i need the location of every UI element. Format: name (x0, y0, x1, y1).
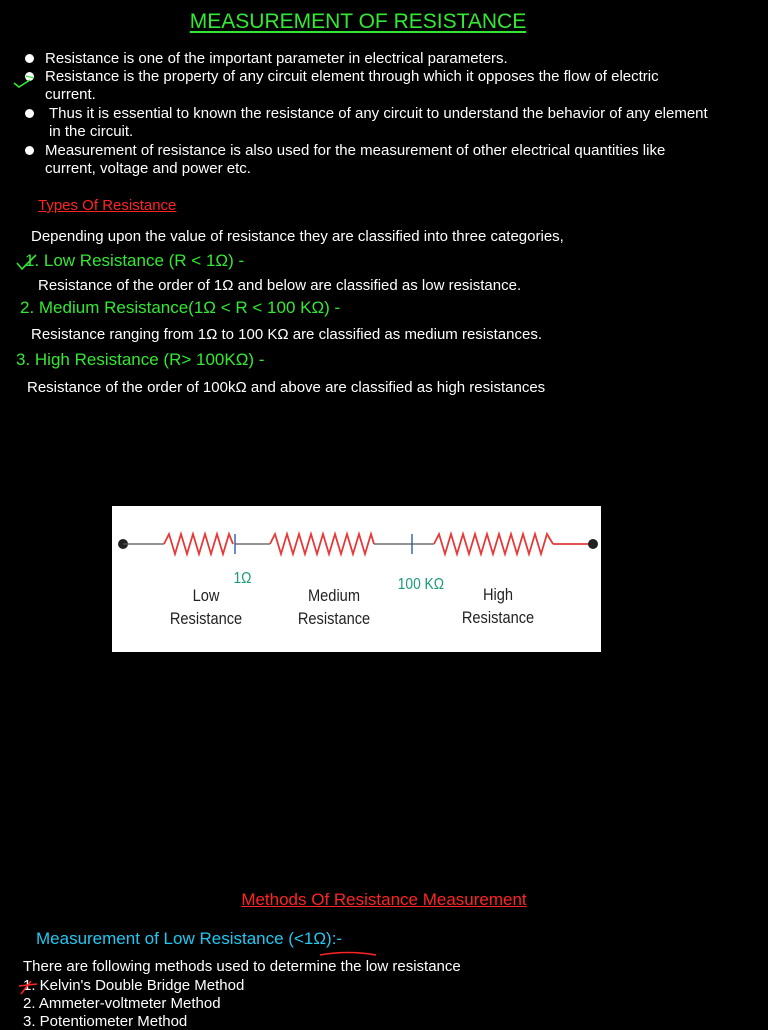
low-resistance-label: Low Resistance (169, 586, 243, 628)
right-terminal-icon (588, 539, 598, 549)
bullet-icon (25, 109, 34, 118)
resistor-chain-drawing (112, 506, 601, 652)
method-item: 3. Potentiometer Method (23, 1013, 188, 1030)
handwritten-check-icon (12, 72, 38, 90)
bullet-item-continued: in the circuit. (49, 123, 134, 140)
medium-resistance-label: Medium Resistance (297, 586, 371, 628)
page-title: MEASUREMENT OF RESISTANCE (189, 10, 527, 33)
method-item: 2. Ammeter-voltmeter Method (23, 995, 221, 1012)
bullet-item-continued: current, voltage and power etc. (45, 160, 251, 177)
value-1-label: 1Ω (233, 570, 252, 587)
medium-resistance-title: 2. Medium Resistance(1Ω < R < 100 KΩ) - (20, 298, 341, 317)
methods-intro: There are following methods used to determine the low resistance (23, 958, 461, 975)
bullet-icon (25, 146, 34, 155)
handwritten-check-icon (14, 252, 44, 272)
low-resistance-measurement-heading: Measurement of Low Resistance (<1Ω):- (36, 929, 343, 948)
high-resistance-label: High Resistance (461, 585, 535, 627)
handwritten-underline-icon (318, 950, 378, 958)
method-item: 1. Kelvin's Double Bridge Method (23, 977, 245, 994)
bullet-item-continued: current. (45, 86, 96, 103)
methods-heading: Methods Of Resistance Measurement (241, 890, 527, 909)
resistance-scale-diagram (112, 506, 601, 652)
types-heading: Types Of Resistance (38, 197, 177, 214)
bullet-item: Resistance is one of the important parameter in electrical parameters. (45, 50, 508, 67)
bullet-icon (25, 54, 34, 63)
bullet-item: Measurement of resistance is also used for the measurement of other electrical quantities like (45, 142, 666, 159)
high-resistance-title: 3. High Resistance (R> 100KΩ) - (16, 350, 265, 369)
high-resistor-icon (434, 534, 553, 554)
high-resistance-desc: Resistance of the order of 100kΩ and above are classified as high resistances (27, 379, 546, 396)
bullet-item: Resistance is the property of any circuit element through which it opposes the flow of electric (45, 68, 659, 85)
low-resistor-icon (164, 534, 233, 554)
value-2-label: 100 KΩ (397, 576, 445, 593)
low-resistance-title: 1. Low Resistance (R < 1Ω) - (25, 251, 245, 270)
types-intro: Depending upon the value of resistance they are classified into three categories, (31, 228, 564, 245)
medium-resistance-desc: Resistance ranging from 1Ω to 100 KΩ are classified as medium resistances. (31, 326, 542, 343)
medium-resistor-icon (270, 534, 374, 554)
low-resistance-desc: Resistance of the order of 1Ω and below are classified as low resistance. (38, 277, 522, 294)
bullet-item: Thus it is essential to known the resistance of any circuit to understand the behavior of any element (49, 105, 708, 122)
